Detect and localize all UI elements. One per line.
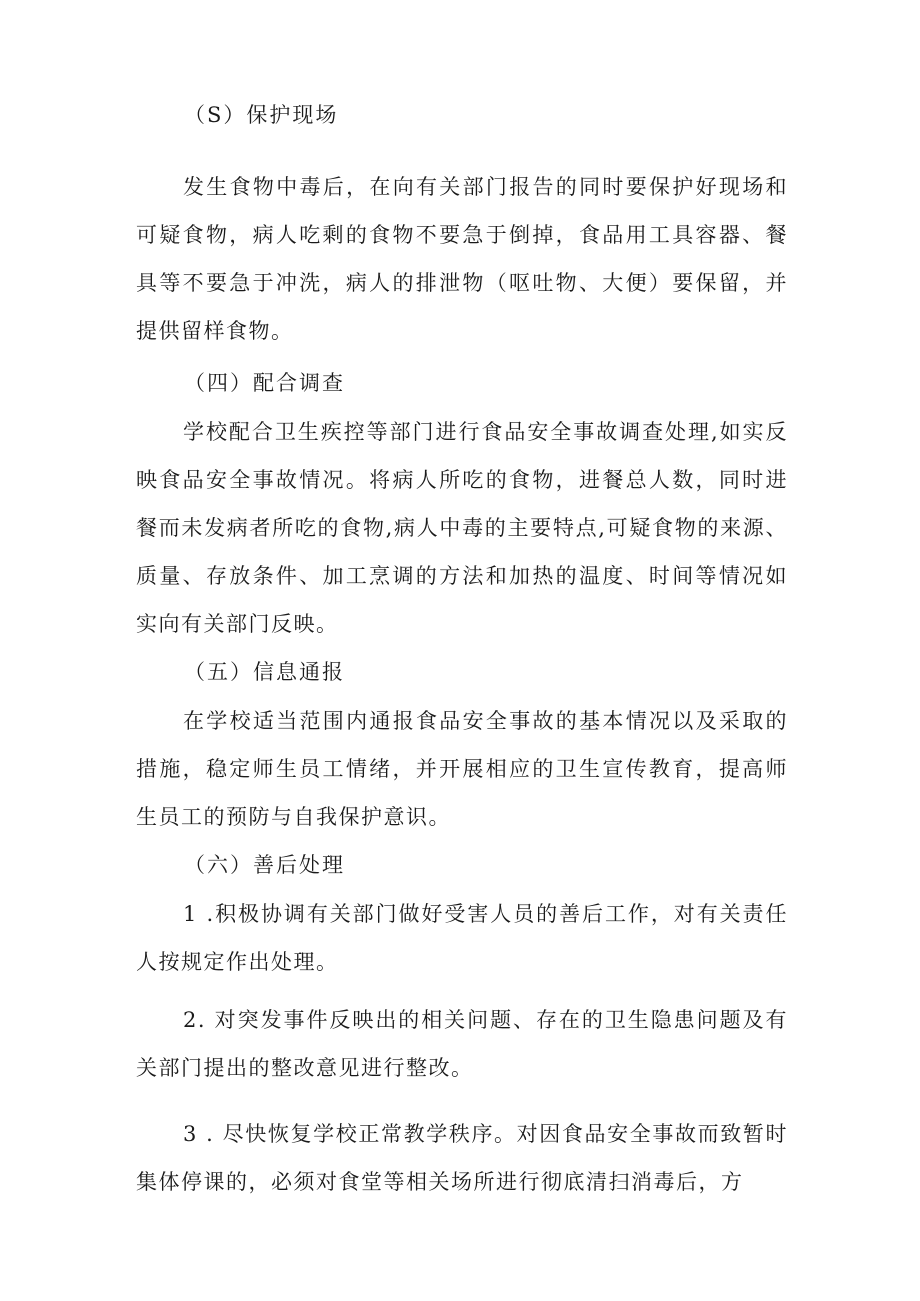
list-item-aftermath-2: 2. 对突发事件反映出的相关问题、存在的卫生隐患问题及有关部门提出的整改意见进行整改。 [136,1008,788,1080]
section-heading-information-notice: （五）信息通报 [184,660,345,684]
section-heading-protect-scene: （S）保护现场 [184,103,339,127]
paragraph-cooperate-investigation: 学校配合卫生疾控等部门进行食品安全事故调查处理,如实反映食品安全事故情况。将病人所吃的食物，进餐总人数，同时进餐而未发病者所吃的食物,病人中毒的主要特点,可疑食物的来源、质量、存放条件、加工烹调的方法和加热的温度、时间等情况如实向有关部门反映。 [136,420,788,636]
list-item-aftermath-1: 1 .积极协调有关部门做好受害人员的善后工作，对有关责任人按规定作出处理。 [136,902,788,974]
paragraph-protect-scene: 发生食物中毒后，在向有关部门报告的同时要保护好现场和可疑食物，病人吃剩的食物不要急于倒掉，食品用工具容器、餐具等不要急于冲洗，病人的排泄物（呕吐物、大便）要保留，并提供留样食物。 [136,175,788,343]
paragraph-information-notice: 在学校适当范围内通报食品安全事故的基本情况以及采取的措施，稳定师生员工情绪，并开展相应的卫生宣传教育，提高师生员工的预防与自我保护意识。 [136,709,788,829]
section-heading-aftermath: （六）善后处理 [184,853,345,877]
list-item-aftermath-3: 3 . 尽快恢复学校正常教学秩序。对因食品安全事故而致暂时集体停课的，必须对食堂等相关场所进行彻底清扫消毒后，方 [136,1122,788,1194]
section-heading-cooperate-investigation: （四）配合调查 [184,371,345,395]
